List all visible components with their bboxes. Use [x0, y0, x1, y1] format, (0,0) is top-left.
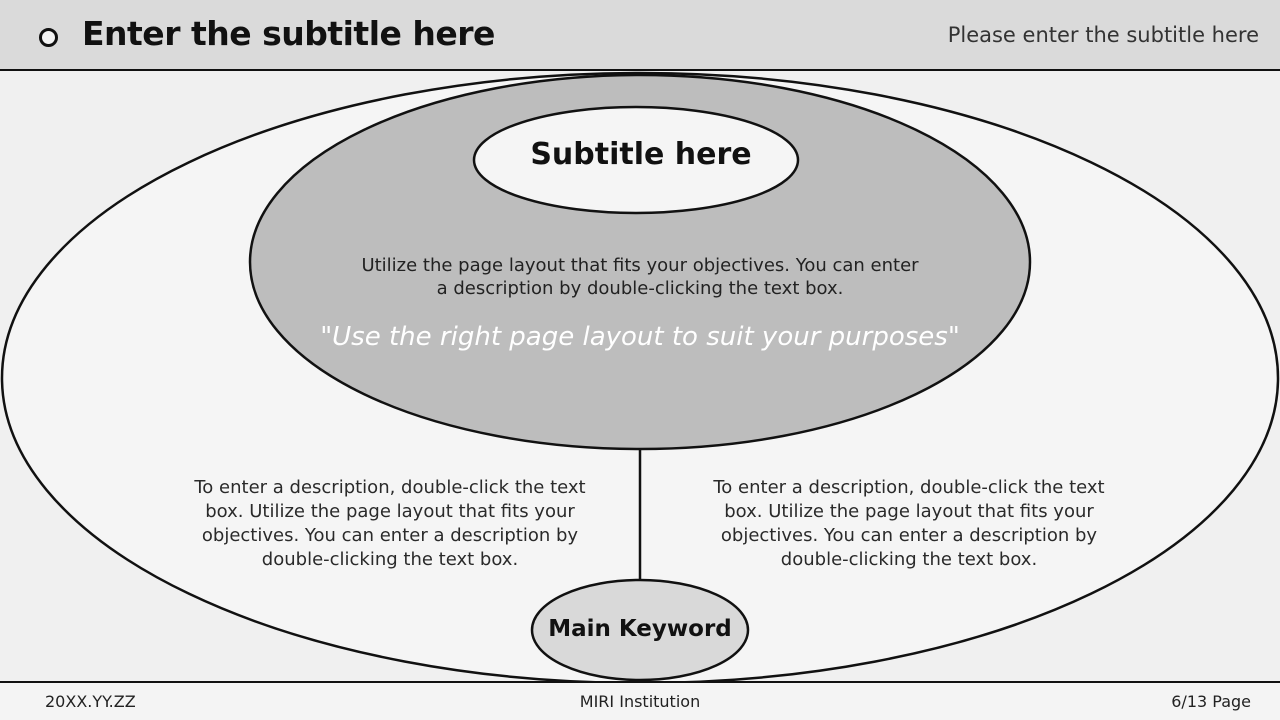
quote-text[interactable]: "Use the right page layout to suit your purposes" [320, 322, 960, 352]
left-description[interactable]: To enter a description, double-click the text box. Utilize the page layout that fits your objectives. You can enter a description by double-clicking the text box. [194, 477, 586, 570]
center-description[interactable]: Utilize the page layout that fits your objectives. You can enter a description by double-clicking the text box. [361, 255, 919, 299]
right-description[interactable]: To enter a description, double-click the text box. Utilize the page layout that fits your objectives. You can enter a description by double-clicking the text box. [713, 477, 1105, 570]
main-keyword[interactable]: Main Keyword [548, 616, 732, 642]
footer-bar [0, 681, 1280, 720]
subtitle-label[interactable]: Subtitle here [530, 137, 752, 172]
page-title[interactable]: Enter the subtitle here [82, 14, 495, 53]
header-subtitle[interactable]: Please enter the subtitle here [947, 23, 1259, 47]
footer-institution: MIRI Institution [579, 692, 701, 711]
footer-date: 20XX.YY.ZZ [45, 692, 136, 711]
footer-page-number: 6/13 Page [1171, 692, 1251, 711]
